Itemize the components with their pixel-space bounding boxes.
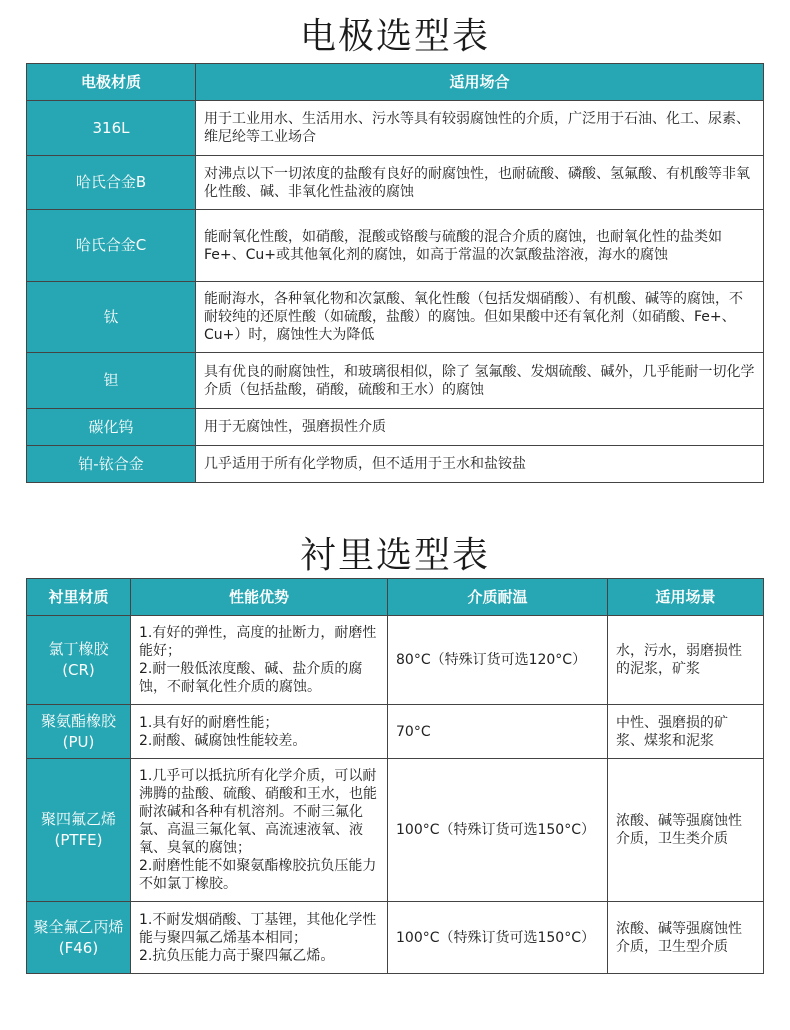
lining-temperature: 100°C（特殊订货可选150°C） [388, 902, 608, 974]
temperature-header: 介质耐温 [388, 579, 608, 616]
lining-material [27, 705, 131, 759]
electrode-application: 几乎适用于所有化学物质，但不适用于王水和盐铵盐 [196, 446, 764, 483]
electrode-application: 用于工业用水、生活用水、污水等具有较弱腐蚀性的介质，广泛用于石油、化工、尿素、维尼纶等工业场合 [196, 101, 764, 156]
lining-material-header: 衬里材质 [27, 579, 131, 616]
lining-material-code: (PTFE) [54, 831, 103, 849]
advantage-item: 2.耐一般低浓度酸、碱、盐介质的腐蚀，不耐氧化性介质的腐蚀。 [139, 661, 363, 695]
lining-temperature: 80°C（特殊订货可选120°C） [388, 616, 608, 705]
lining-advantages [131, 759, 388, 902]
lining-material-code: (PU) [62, 732, 95, 751]
scenario-header: 适用场景 [608, 579, 764, 616]
electrode-material: 碳化钨 [27, 409, 196, 446]
lining-material [27, 759, 131, 902]
table-row [27, 705, 764, 759]
lining-temperature: 100°C（特殊订货可选150°C） [388, 759, 608, 902]
electrode-application: 具有优良的耐腐蚀性，和玻璃很相似，除了 氢氟酸、发烟硫酸、碱外，几乎能耐一切化学介质（包括盐酸，硝酸，硫酸和王水）的腐蚀 [196, 353, 764, 409]
electrode-material: 铂-铱合金 [27, 446, 196, 483]
electrode-material: 哈氏合金C [27, 210, 196, 282]
advantage-item: 2.抗负压能力高于聚四氟乙烯。 [139, 947, 335, 964]
advantage-item: 1.不耐发烟硝酸、丁基锂，其他化学性能与聚四氟乙烯基本相同； [139, 911, 377, 946]
table-row [27, 101, 764, 156]
lining-material-name: 聚氨酯橡胶 [40, 711, 116, 730]
electrode-application: 用于无腐蚀性，强磨损性介质 [196, 409, 764, 446]
electrode-material: 钛 [27, 282, 196, 353]
table-row [27, 446, 764, 483]
table-row [27, 759, 764, 902]
table-row [27, 210, 764, 282]
lining-scenario: 浓酸、碱等强腐蚀性介质，卫生型介质 [608, 902, 764, 974]
lining-temperature: 70°C [388, 705, 608, 759]
lining-material-code: (F46) [58, 938, 99, 957]
lining-advantages [131, 705, 388, 759]
table-row [27, 902, 764, 974]
lining-material-name: 聚全氟乙丙烯 [33, 917, 124, 936]
lining-scenario: 水，污水，弱磨损性的泥浆，矿浆 [608, 616, 764, 705]
advantage-item: 1.有好的弹性，高度的扯断力，耐磨性能好； [139, 625, 377, 659]
lining-scenario: 浓酸、碱等强腐蚀性介质，卫生类介质 [608, 759, 764, 902]
electrode-table-title: 电极选型表 [299, 16, 490, 57]
lining-material [27, 616, 131, 705]
lining-advantages [131, 902, 388, 974]
advantage-item: 2.耐酸、碱腐蚀性能较差。 [139, 732, 307, 749]
lining-table-title: 衬里选型表 [299, 535, 490, 576]
table-row [27, 353, 764, 409]
lining-advantages [131, 616, 388, 705]
advantage-item: 1.几乎可以抵抗所有化学介质，可以耐沸腾的盐酸、硫酸、硝酸和王水，也能耐浓碱和各种有机溶剂。不耐三氟化氯、高温三氟化氧、高流速液氧、液氧、臭氧的腐蚀； [139, 768, 377, 856]
electrode-table [26, 63, 764, 483]
electrode-application: 能耐海水，各种氧化物和次氯酸、氧化性酸（包括发烟硝酸）、有机酸、碱等的腐蚀，不耐较纯的还原性酸（如硫酸，盐酸）的腐蚀。但如果酸中还有氧化剂（如硝酸、Fe+、Cu+）时，腐蚀性大为降低 [196, 282, 764, 353]
lining-table-header [27, 579, 764, 616]
advantages-header: 性能优势 [131, 579, 388, 616]
table-row [27, 156, 764, 210]
table-row [27, 282, 764, 353]
electrode-table-header [27, 64, 764, 101]
lining-scenario: 中性、强磨损的矿浆、煤浆和泥浆 [608, 705, 764, 759]
electrode-material: 316L [27, 101, 196, 156]
advantage-item: 2.耐磨性能不如聚氨酯橡胶抗负压能力不如氯丁橡胶。 [139, 858, 377, 892]
lining-table [26, 578, 764, 974]
advantage-item: 1.具有好的耐磨性能； [139, 714, 279, 731]
electrode-material: 哈氏合金B [27, 156, 196, 210]
electrode-application: 能耐氧化性酸，如硝酸，混酸或铬酸与硫酸的混合介质的腐蚀，也耐氧化性的盐类如Fe+、Cu+或其他氧化剂的腐蚀，如高于常温的次氯酸盐溶液，海水的腐蚀 [196, 210, 764, 282]
lining-material-name: 聚四氟乙烯 [40, 810, 116, 828]
lining-material-name: 氯丁橡胶 [48, 640, 109, 658]
application-header: 适用场合 [196, 64, 764, 101]
electrode-application: 对沸点以下一切浓度的盐酸有良好的耐腐蚀性，也耐硫酸、磷酸、氢氟酸、有机酸等非氧化性酸、碱、非氧化性盐液的腐蚀 [196, 156, 764, 210]
table-row [27, 409, 764, 446]
lining-material [27, 902, 131, 974]
lining-material-code: (CR) [62, 661, 95, 679]
electrode-material-header: 电极材质 [27, 64, 196, 101]
electrode-material: 钽 [27, 353, 196, 409]
table-row [27, 616, 764, 705]
